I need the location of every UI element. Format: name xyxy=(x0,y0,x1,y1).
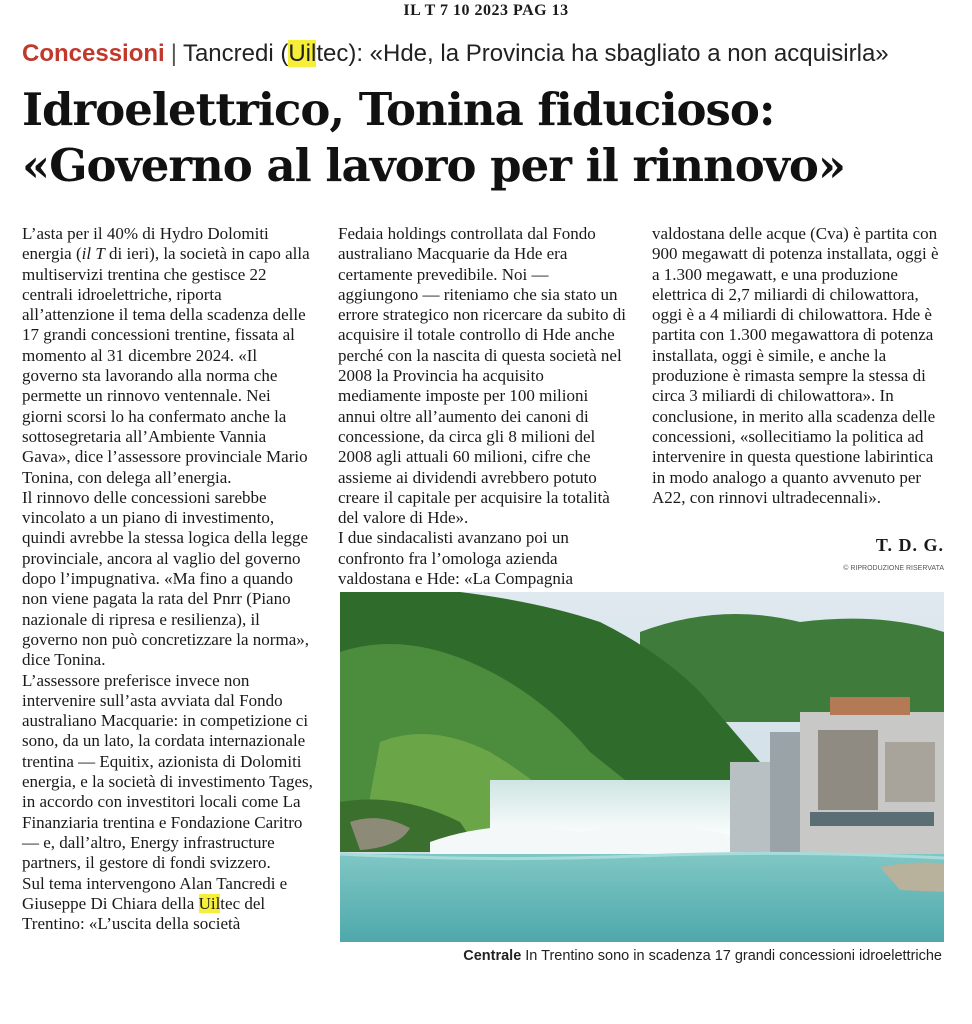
kicker-text-pre: Tancredi ( xyxy=(182,40,289,67)
paragraph: I due sindacalisti avanzano poi un confronto fra l’omologa azienda valdostana e Hde: «La Compagnia xyxy=(338,528,574,589)
kicker-separator: | xyxy=(170,40,177,67)
body-column-2 xyxy=(338,224,630,589)
page-date-line: IL T 7 10 2023 PAG 13 xyxy=(403,2,569,19)
kicker-text-post: tec): «Hde, la Provincia ha sbagliato a non acquisirla» xyxy=(316,40,889,67)
hydroelectric-dam-photo xyxy=(340,592,944,942)
paragraph: L’assessore preferisce invece non intervenire sull’asta avviata dal Fondo australiano Macquarie: in competizione ci sono, da un lato, la cordata internazionale trentina — Equitix, azionista di Dolomiti energia, e la società di investimento Tages, in accordo con investitori locali come La Finanziaria trentina e Fondazione Caritro — e, dall’altro, Energy infrastructure partners, il gestore di fondi svizzero. xyxy=(22,670,313,873)
body-column-1 xyxy=(22,224,314,934)
text-run: tec del Trentino: «L’uscita della società xyxy=(22,893,266,934)
kicker-highlight: Uil xyxy=(288,40,317,67)
paragraph xyxy=(22,874,314,935)
paragraph: Fedaia holdings controllata dal Fondo australiano Macquarie da Hde era certamente prevedibile. Noi — aggiungono — riteniamo che sia stato un errore strategico non ricercare da subito di acquisire il totale controllo di Hde anche perché con la nascita di questa società nel 2008 la Provincia ha acquisito mediamente imposte per 100 milioni annui oltre all’aumento dei canoni di concessione, da circa gli 8 milioni del 2008 agli attuali 60 milioni, cifre che assieme ai dividendi avrebbero potuto creare il capitale per acquisire la totalità del valore di Hde». xyxy=(338,224,626,528)
photo-illustration xyxy=(340,592,944,942)
photo-caption xyxy=(340,948,942,964)
paragraph xyxy=(22,224,314,488)
paragraph: valdostana delle acque (Cva) è partita con 900 megawatt di potenza installata, oggi è a 1.300 megawatt, e una produzione elettrica di 2,7 miliardi di chilowattora, oggi è a 4 miliardi di chilowattora. Hde è partita con 1.300 megawattora di potenza installata, oggi è simile, e anche la produzione è rimasta sempre la stessa di circa 3 miliardi di chilowattora». In conclusione, in merito alla scadenza delle concessioni, «sollecitiamo la politica ad intervenire in questa questione labirintica in modo analogo a quanto avvenuto per A22, con rinnovi ultradecennali». xyxy=(652,224,939,507)
italic-text-run: il T xyxy=(81,244,105,264)
text-run: di ieri), la società in capo alla multiservizi trentina che gestisce 22 centrali idroelettriche, riporta all’attenzione il tema della scadenza delle 17 grandi concessioni trentine, fissata al momento al 31 dicembre 2024. «Il governo sta lavorando alla norma che permette un rinnovo ventennale. Nei giorni scorsi lo ha confermato anche la sottosegretaria all’Ambiente Vannia Gava», dice l’assessore provinciale Mario Tonina, con delega all’energia. xyxy=(22,244,310,487)
section-tag: Concessioni xyxy=(22,40,165,67)
highlighted-text: Uil xyxy=(198,893,221,913)
caption-label: Centrale xyxy=(463,948,522,964)
paragraph: Il rinnovo delle concessioni sarebbe vincolato a un piano di investimento, quindi avrebbe la stessa logica della legge provinciale, ancora al vaglio del governo dopo l’impugnativa. «Ma fino a quando non viene pagata la rata del Pnrr (Piano nazionale di ripresa e resilienza), il governo non può concretizzare la norma», dice Tonina. xyxy=(22,487,309,670)
article-kicker xyxy=(22,40,952,68)
caption-text: In Trentino sono in scadenza 17 grandi concessioni idroelettriche xyxy=(525,948,942,964)
article-headline xyxy=(22,82,952,194)
text-run: Sul tema intervengono Alan Tancredi e Giuseppe Di Chiara della xyxy=(22,873,288,913)
headline-line-1: Idroelettrico, Tonina fiducioso: xyxy=(22,83,775,136)
copyright-notice: © RIPRODUZIONE RISERVATA xyxy=(843,565,944,572)
body-column-3 xyxy=(652,224,944,508)
author-signature: T. D. G. xyxy=(875,535,944,555)
headline-line-2: «Governo al lavoro per il rinnovo» xyxy=(22,139,846,192)
text-run: L’asta per il 40% di Hydro Dolomiti energia ( xyxy=(22,224,269,264)
